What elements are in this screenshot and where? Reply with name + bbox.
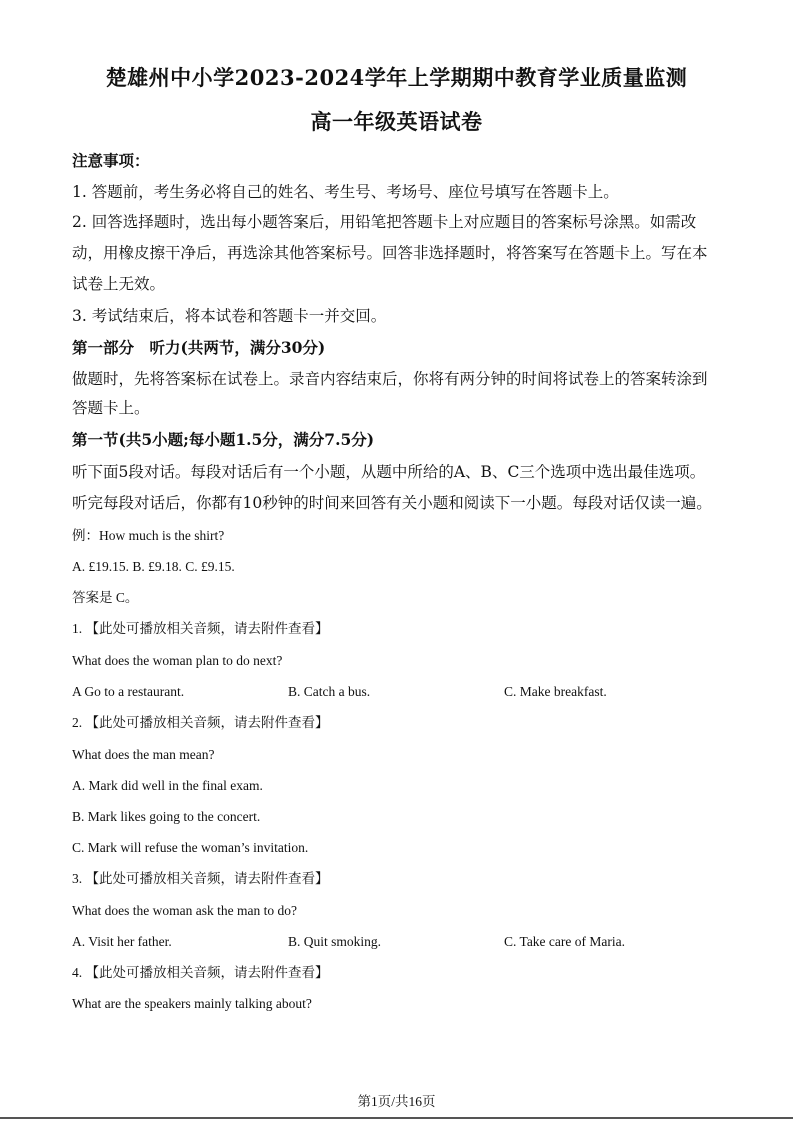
note-2-line-1: 2. 回答选择题时，选出每小题答案后，用铅笔把答题卡上对应题目的答案标号涂黑。如需改 [72,213,697,231]
q3-question: What does the woman ask the man to do? [72,903,297,918]
q1-option-b: B. Catch a bus. [288,684,371,699]
q2-option-b: B. Mark likes going to the concert. [72,809,261,824]
note-1: 1. 答题前，考生务必将自己的姓名、考生号、考场号、座位号填写在答题卡上。 [72,183,619,201]
example-options: A. £19.15. B. £9.18. C. £9.15. [72,559,235,574]
bottom-divider [0,1117,793,1119]
q3-option-a: A. Visit her father. [72,934,172,949]
section1-heading: 第一节(共5小题;每小题1.5分，满分7.5分) [72,430,375,449]
q3-option-b: B. Quit smoking. [288,934,382,949]
q3-option-c: C. Take care of Maria. [504,934,625,949]
q2-audio-link[interactable]: 2. 【此处可播放相关音频，请去附件查看】 [72,715,329,730]
part1-heading: 第一部分 听力(共两节，满分30分) [72,338,326,357]
section1-instruction-line-2: 听完每段对话后，你都有10秒钟的时间来回答有关小题和阅读下一小题。每段对话仅读一遍。 [72,494,712,512]
q1-option-a: A Go to a restaurant. [72,684,185,699]
example-question: 例：How much is the shirt? [72,528,225,543]
q1-audio-link[interactable]: 1. 【此处可播放相关音频，请去附件查看】 [72,621,329,636]
exam-subtitle: 高一年级英语试卷 [310,109,483,134]
example-answer: 答案是 C。 [72,590,139,605]
q2-option-a: A. Mark did well in the final exam. [72,778,263,793]
q2-question: What does the man mean? [72,747,215,762]
note-3: 3. 考试结束后，将本试卷和答题卡一并交回。 [72,307,387,325]
exam-title: 楚雄州中小学2023-2024学年上学期期中教育学业质量监测 [105,65,688,90]
q3-audio-link[interactable]: 3. 【此处可播放相关音频，请去附件查看】 [72,871,329,886]
q1-option-c: C. Make breakfast. [504,684,607,699]
q4-question: What are the speakers mainly talking about? [72,996,312,1011]
notes-heading: 注意事项： [72,151,150,170]
q2-option-c: C. Mark will refuse the woman’s invitation. [72,840,309,855]
page-number: 第1页/共16页 [357,1094,436,1109]
note-2-line-3: 试卷上无效。 [72,275,166,293]
q4-audio-link[interactable]: 4. 【此处可播放相关音频，请去附件查看】 [72,965,329,980]
part1-instruction-line-1: 做题时，先将答案标在试卷上。录音内容结束后，你将有两分钟的时间将试卷上的答案转涂到 [72,370,708,388]
note-2-line-2: 动，用橡皮擦干净后，再选涂其他答案标号。回答非选择题时，将答案写在答题卡上。写在本 [72,244,708,262]
section1-instruction-line-1: 听下面5段对话。每段对话后有一个小题，从题中所给的A、B、C三个选项中选出最佳选项。 [72,463,706,481]
part1-instruction-line-2: 答题卡上。 [72,399,150,417]
q1-question: What does the woman plan to do next? [72,653,283,668]
